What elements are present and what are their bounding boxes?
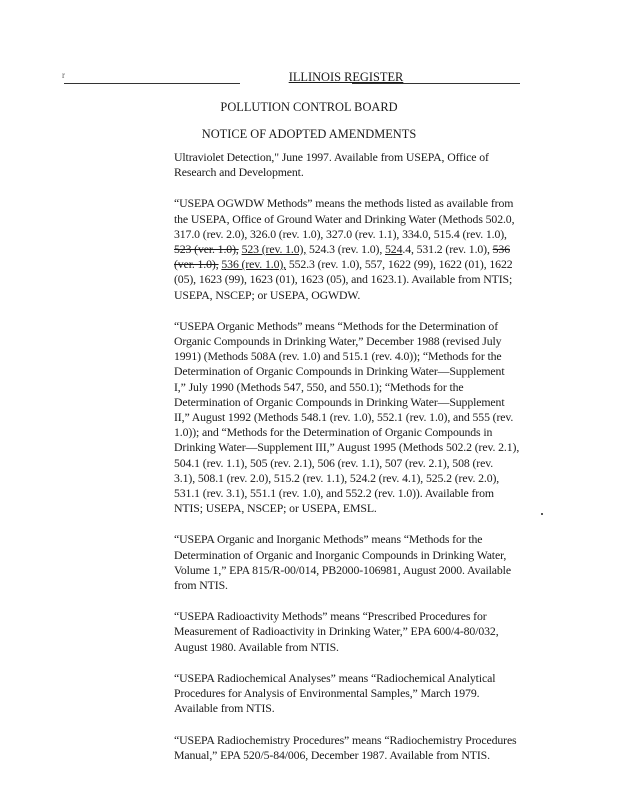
- text-line: Organic Compounds in Drinking Water,” December 1988 (revised July: [174, 334, 502, 349]
- notice-title: NOTICE OF ADOPTED AMENDMENTS: [201, 127, 417, 141]
- text-segment: .4, 531.2 (rev. 1.0),: [402, 242, 493, 257]
- text-line: Procedures for Analysis of Environmental Samples,” March 1979.: [174, 686, 480, 701]
- deleted-text: 536: [492, 242, 510, 257]
- text-line: 531.1 (rev. 3.1), 551.1 (rev. 1.0), and 552.2 (rev. 1.0)). Available from: [174, 486, 494, 501]
- text-line: I,” July 1990 (Methods 547, 550, and 550.1); “Methods for the: [174, 379, 464, 394]
- text-line: Measurement of Radioactivity in Drinking Water,” EPA 600/4-80/032,: [174, 624, 499, 639]
- text-line: [174, 242, 546, 257]
- text-line: “USEPA Radioactivity Methods” means “Prescribed Procedures for: [174, 609, 487, 624]
- inserted-text: 523 (rev. 1.0),: [241, 242, 307, 257]
- text-line: (05), 1623 (99), 1623 (01), 1623 (05), and 1623.1). Available from NTIS;: [174, 272, 513, 287]
- text-line: “USEPA Organic Methods” means “Methods for the Determination of: [174, 318, 499, 333]
- deleted-text: 523 (ver. 1.0),: [174, 242, 239, 257]
- paragraph-radiochemistry-procedures: [174, 733, 546, 763]
- text-line: II,” August 1992 (Methods 548.1 (rev. 1.0), 552.1 (rev. 1.0), and 555 (rev.: [174, 410, 514, 425]
- inserted-text: 536 (rev. 1.0),: [221, 257, 286, 272]
- text-line: [174, 257, 546, 272]
- text-line: Ultraviolet Detection," June 1997. Available from USEPA, Office of: [174, 150, 489, 164]
- board-title: POLLUTION CONTROL BOARD: [220, 100, 398, 114]
- document-body: [174, 150, 546, 779]
- text-line: “USEPA Organic and Inorganic Methods” means “Methods for the: [174, 532, 483, 547]
- text-line: Available from NTIS.: [174, 701, 275, 716]
- text-line: 3.1), 508.1 (rev. 2.0), 515.2 (rev. 1.1), 524.2 (rev. 4.1), 525.2 (rev. 2.0),: [174, 470, 500, 485]
- text-line: Volume 1,” EPA 815/R-00/014, PB2000-106981, August 2000. Available: [174, 562, 511, 577]
- paragraph-radioactivity-methods: [174, 609, 546, 655]
- text-line: USEPA, NSCEP; or USEPA, OGWDW.: [174, 287, 361, 302]
- text-line: August 1980. Available from NTIS.: [174, 639, 339, 654]
- scan-mark: r: [62, 70, 65, 80]
- paragraph-radiochemical-analyses: [174, 671, 546, 717]
- text-line: Manual,” EPA 520/5-84/006, December 1987. Available from NTIS.: [174, 747, 490, 762]
- paragraph-organic-inorganic-methods: [174, 532, 546, 593]
- text-line: “USEPA OGWDW Methods” means the methods listed as available from: [174, 196, 514, 211]
- text-line: NTIS; USEPA, NSCEP; or USEPA, EMSL.: [174, 501, 377, 516]
- text-line: the USEPA, Office of Ground Water and Drinking Water (Methods 502.0,: [174, 211, 515, 226]
- deleted-text: (ver. 1.0),: [174, 257, 219, 272]
- inserted-text: 524: [385, 242, 403, 257]
- text-line: 1.0)); and “Methods for the Determination of Organic Compounds in: [174, 425, 493, 440]
- paragraph-ultraviolet: [174, 150, 546, 180]
- register-title: [0, 70, 618, 84]
- text-line: Research and Development.: [174, 165, 304, 180]
- register-title-text: ILLINOIS REGISTER: [288, 70, 404, 84]
- paragraph-organic-methods: [174, 319, 546, 517]
- text-line: Determination of Organic Compounds in Drinking Water—Supplement: [174, 394, 505, 409]
- text-line: “USEPA Radiochemistry Procedures” means “Radiochemistry Procedures: [174, 732, 517, 747]
- text-line: Determination of Organic Compounds in Drinking Water—Supplement: [174, 364, 505, 379]
- text-line: “USEPA Radiochemical Analyses” means “Radiochemical Analytical: [174, 670, 496, 685]
- text-line: 504.1 (rev. 1.1), 505 (rev. 2.1), 506 (rev. 1.1), 507 (rev. 2.1), 508 (rev.: [174, 455, 494, 470]
- text-line: Drinking Water—Supplement III,” August 1995 (Methods 502.2 (rev. 2.1),: [174, 440, 520, 455]
- text-line: 1991) (Methods 508A (rev. 1.0) and 515.1 (rev. 4.0)); “Methods for the: [174, 349, 502, 364]
- text-segment: 524.3 (rev. 1.0),: [306, 242, 386, 257]
- text-line: 317.0 (rev. 2.0), 326.0 (rev. 1.0), 327.0 (rev. 1.1), 334.0, 515.4 (rev. 1.0),: [174, 226, 507, 241]
- scan-speck: [541, 513, 543, 515]
- text-line: from NTIS.: [174, 578, 228, 593]
- text-segment: 552.3 (rev. 1.0), 557, 1622 (99), 1622 (01), 1622: [285, 257, 513, 272]
- text-line: Determination of Organic and Inorganic Compounds in Drinking Water,: [174, 547, 507, 562]
- paragraph-ogwdw-methods: [174, 196, 546, 302]
